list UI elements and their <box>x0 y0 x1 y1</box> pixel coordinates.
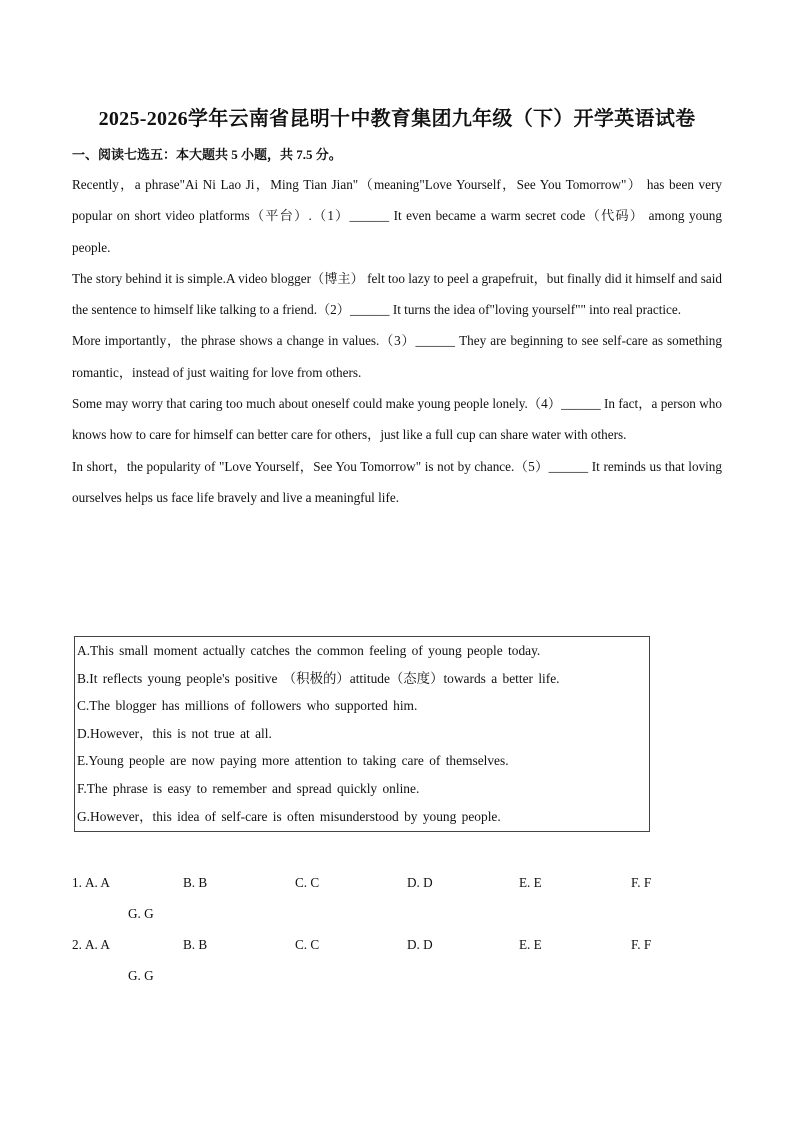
question-number: 2. <box>72 937 82 952</box>
choice-e[interactable]: E. E <box>519 937 542 952</box>
choice-f[interactable]: F. F <box>631 875 652 890</box>
reading-passage <box>72 169 722 513</box>
choice-a[interactable]: A. A <box>85 875 110 890</box>
section-heading: 一、阅读七选五：本大题共 5 小题，共 7.5 分。 <box>72 147 342 162</box>
option-b: B.It reflects young people's positive （积极的）attitude（态度）towards a better life. <box>77 670 560 686</box>
passage-paragraph-5: In short，the popularity of "Love Yourself，See You Tomorrow" is not by chance.（5）______ It reminds us that loving ourselves helps us face life bravely and live a meaningful life. <box>72 458 722 505</box>
option-a: A.This small moment actually catches the common feeling of young people today. <box>77 643 541 658</box>
question-number: 1. <box>72 875 82 890</box>
choice-f[interactable]: F. F <box>631 937 652 952</box>
choice-d[interactable]: D. D <box>407 875 433 890</box>
option-e: E.Young people are now paying more attention to taking care of themselves. <box>77 753 509 769</box>
choice-b[interactable]: B. B <box>183 937 208 952</box>
options-box <box>74 636 650 832</box>
choice-b[interactable]: B. B <box>183 875 208 890</box>
passage-paragraph-1: Recently，a phrase"Ai Ni Lao Ji，Ming Tian Jian"（meaning"Love Yourself，See You Tomorrow"） has been very popular on short video platforms（平台）.（1）______ It even became a warm secret code（代码） among young people. <box>72 177 722 255</box>
exam-title: 2025-2026学年云南省昆明十中教育集团九年级（下）开学英语试卷 <box>98 108 696 130</box>
choice-d[interactable]: D. D <box>407 937 433 952</box>
passage-paragraph-2: The story behind it is simple.A video blogger（博主） felt too lazy to peel a grapefruit，but finally did it himself and said the sentence to himself like talking to a friend.（2）______ It turns the idea of"loving yourself"" into real practice. <box>72 270 722 318</box>
option-d: D.However，this is not true at all. <box>77 725 272 741</box>
passage-paragraph-4: Some may worry that caring too much about oneself could make young people lonely.（4）______ In fact，a person who knows how to care for himself can better care for others，just like a full cup can share water with others. <box>72 396 722 443</box>
choice-a[interactable]: A. A <box>85 937 110 952</box>
option-g: G.However，this idea of self-care is often misunderstood by young people. <box>77 808 501 824</box>
option-f: F.The phrase is easy to remember and spread quickly online. <box>77 780 420 796</box>
choice-c[interactable]: C. C <box>295 875 320 890</box>
choice-c[interactable]: C. C <box>295 937 320 952</box>
question-2 <box>72 937 712 983</box>
option-c: C.The blogger has millions of followers who supported him. <box>77 698 418 714</box>
passage-paragraph-3: More importantly，the phrase shows a change in values.（3）______ They are beginning to see self-care as something romantic，instead of just waiting for love from others. <box>72 333 722 380</box>
choice-e[interactable]: E. E <box>519 875 542 890</box>
choice-g[interactable]: G. G <box>128 906 154 921</box>
question-1 <box>72 875 712 921</box>
choice-g[interactable]: G. G <box>128 968 154 983</box>
